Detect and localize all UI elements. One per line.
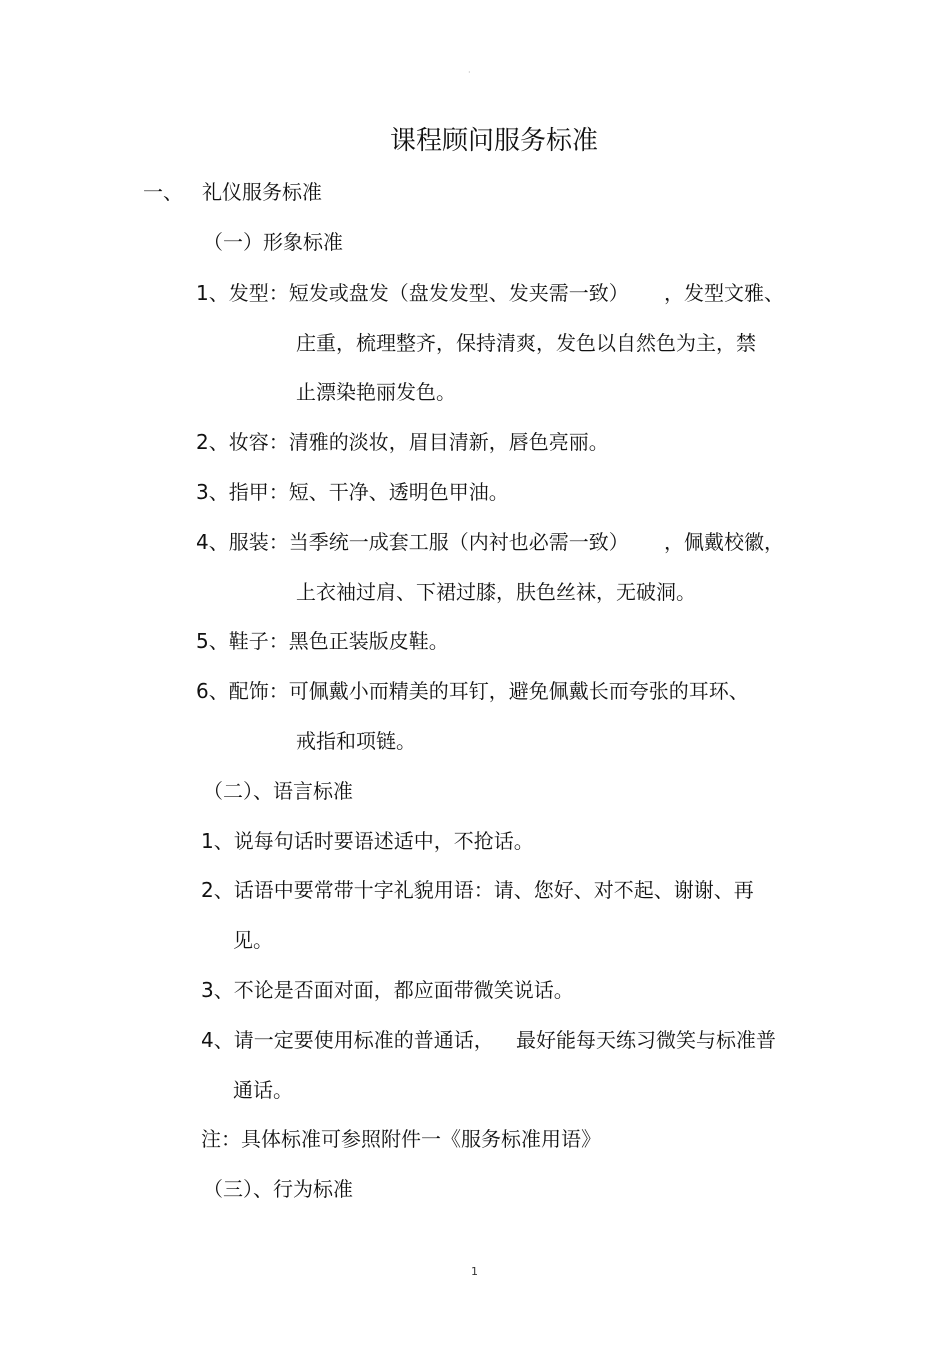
appearance-item-clothing-line2: 上衣袖过肩、下裙过膝，肤色丝袜，无破洞。 bbox=[296, 580, 696, 604]
page-number: 1 bbox=[471, 1265, 478, 1278]
appearance-item-clothing: 4、服装：当季统一成套工服（内衬也必需一致） bbox=[196, 530, 629, 554]
header-mark: · bbox=[468, 68, 471, 77]
subsection-title-appearance: （一）形象标准 bbox=[203, 230, 343, 254]
language-note: 注：具体标准可参照附件一《服务标准用语》 bbox=[201, 1127, 601, 1151]
language-item-2: 2、话语中要常带十字礼貌用语：请、您好、对不起、谢谢、再 bbox=[201, 878, 754, 902]
appearance-item-hair-line3: 止漂染艳丽发色。 bbox=[296, 380, 456, 404]
page-title: 课程顾问服务标准 bbox=[390, 126, 599, 156]
appearance-item-hair-cont: ，发型文雅、 bbox=[664, 281, 784, 305]
appearance-item-nails: 3、指甲：短、干净、透明色甲油。 bbox=[196, 480, 509, 504]
appearance-item-hair: 1、发型：短发或盘发（盘发发型、发夹需一致） bbox=[196, 281, 629, 305]
appearance-item-clothing-cont: ，佩戴校徽， bbox=[664, 530, 784, 554]
subsection-title-behavior: （三）、行为标准 bbox=[203, 1177, 353, 1201]
appearance-item-shoes: 5、鞋子：黑色正装版皮鞋。 bbox=[196, 629, 449, 653]
language-item-4-cont: 最好能每天练习微笑与标准普 bbox=[516, 1028, 776, 1052]
section-title: 礼仪服务标准 bbox=[202, 180, 322, 204]
language-item-1: 1、说每句话时要语述适中，不抢话。 bbox=[201, 829, 534, 853]
appearance-item-hair-line2: 庄重，梳理整齐，保持清爽，发色以自然色为主，禁 bbox=[296, 331, 756, 355]
appearance-item-accessories-line2: 戒指和项链。 bbox=[296, 729, 416, 753]
section-number: 一、 bbox=[143, 180, 183, 204]
language-item-4-line2: 通话。 bbox=[233, 1078, 293, 1102]
appearance-item-accessories: 6、配饰：可佩戴小而精美的耳钉，避免佩戴长而夸张的耳环、 bbox=[196, 679, 749, 703]
appearance-item-makeup: 2、妆容：清雅的淡妆，眉目清新，唇色亮丽。 bbox=[196, 430, 609, 454]
language-item-4: 4、请一定要使用标准的普通话， bbox=[201, 1028, 494, 1052]
language-item-2-line2: 见。 bbox=[233, 928, 273, 952]
language-item-3: 3、不论是否面对面，都应面带微笑说话。 bbox=[201, 978, 574, 1002]
subsection-title-language: （二）、语言标准 bbox=[203, 779, 353, 803]
